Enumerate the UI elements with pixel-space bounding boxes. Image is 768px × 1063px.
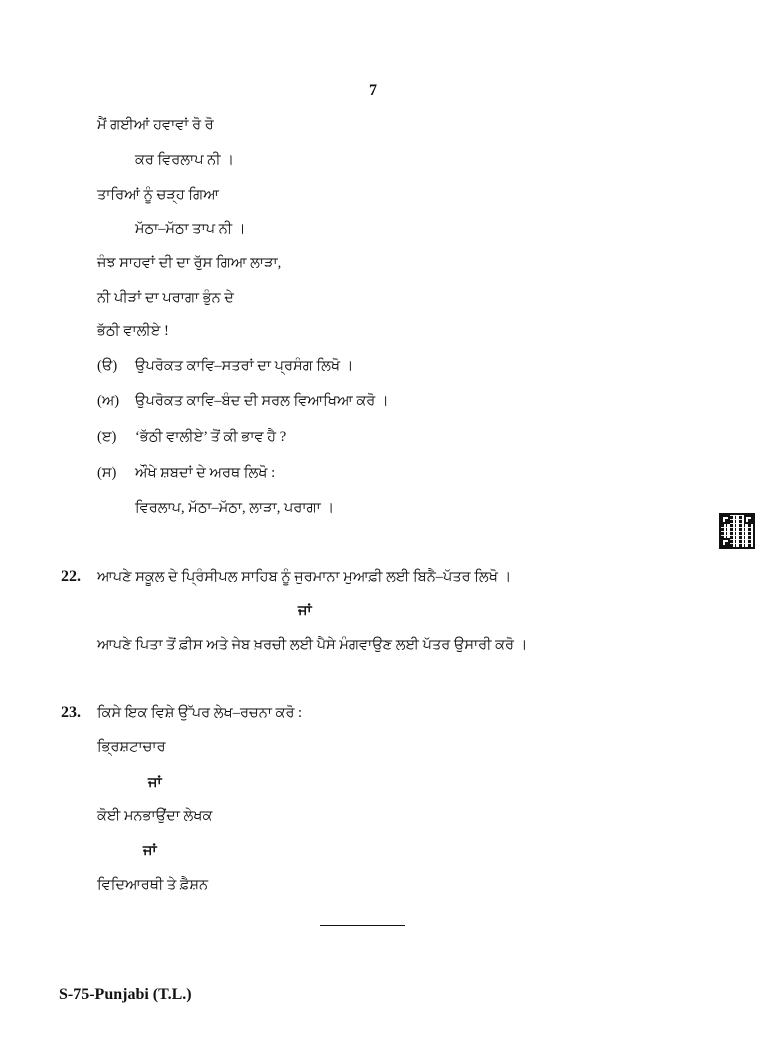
sub-question-text: ਉਪਰੋਕਤ ਕਾਵਿ–ਸਤਰਾਂ ਦਾ ਪ੍ਰਸੰਗ ਲਿਖੋ ।	[135, 358, 354, 374]
footer-code: S-75-Punjabi (T.L.)	[59, 986, 192, 1003]
sub-question-label: (ੲ)	[97, 429, 117, 445]
or-separator: ਜਾਂ	[298, 603, 312, 619]
or-separator: ਜਾਂ	[148, 775, 162, 791]
poem-line: ਨੀ ਪੀੜਾਂ ਦਾ ਪਰਾਗਾ ਭੁੰਨ ਦੇ	[97, 290, 234, 306]
page-number: 7	[369, 82, 377, 99]
question-number: 22.	[61, 568, 81, 585]
question-text: ਆਪਣੇ ਪਿਤਾ ਤੋਂ ਫ਼ੀਸ ਅਤੇ ਜੇਬ ਖ਼ਰਚੀ ਲਈ ਪੈਸੇ ਮੰਗਵਾਉਣ ਲਈ ਪੱਤਰ ਉਸਾਰੀ ਕਰੋ ।	[97, 637, 528, 653]
poem-line: ਭੱਠੀ ਵਾਲੀਏ !	[97, 323, 169, 339]
essay-topic: ਵਿਦਿਆਰਥੀ ਤੇ ਫ਼ੈਸ਼ਨ	[97, 877, 209, 893]
sub-question-label: (ਅ)	[97, 393, 120, 409]
hard-words-list: ਵਿਰਲਾਪ, ਮੱਠਾ–ਮੱਠਾ, ਲਾੜਾ, ਪਰਾਗਾ ।	[135, 500, 335, 516]
question-text: ਆਪਣੇ ਸਕੂਲ ਦੇ ਪ੍ਰਿੰਸੀਪਲ ਸਾਹਿਬ ਨੂੰ ਜੁਰਮਾਨਾ ਮੁਆਫ਼ੀ ਲਈ ਬਿਨੈ–ਪੱਤਰ ਲਿਖੋ ।	[97, 569, 512, 585]
poem-line: ਮੈਂ ਗਈਆਂ ਹਵਾਵਾਂ ਰੋ ਰੋ	[97, 117, 214, 133]
question-number: 23.	[61, 704, 81, 721]
essay-topic: ਕੋਈ ਮਨਭਾਉਂਦਾ ਲੇਖਕ	[97, 808, 213, 824]
or-separator: ਜਾਂ	[143, 843, 157, 859]
end-rule	[320, 925, 405, 926]
sub-question-label: (ੳ)	[97, 358, 118, 374]
question-text: ਕਿਸੇ ਇਕ ਵਿਸ਼ੇ ਉੱਪਰ ਲੇਖ–ਰਚਨਾ ਕਰੋ :	[97, 705, 303, 721]
poem-line: ਤਾਰਿਆਂ ਨੂੰ ਚੜ੍ਹ ਗਿਆ	[97, 187, 219, 203]
sub-question-text: ਔਖੇ ਸ਼ਬਦਾਂ ਦੇ ਅਰਥ ਲਿਖੋ :	[135, 465, 276, 481]
sub-question-text: ਉਪਰੋਕਤ ਕਾਵਿ–ਬੰਦ ਦੀ ਸਰਲ ਵਿਆਖਿਆ ਕਰੋ ।	[135, 393, 389, 409]
qr-code	[719, 513, 755, 549]
poem-line: ਜੰਝ ਸਾਹਵਾਂ ਦੀ ਦਾ ਰੁੱਸ ਗਿਆ ਲਾੜਾ,	[97, 255, 282, 271]
essay-topic: ਭ੍ਰਿਸ਼ਟਾਚਾਰ	[97, 739, 166, 755]
sub-question-text: ‘ਭੱਠੀ ਵਾਲੀਏ’ ਤੋਂ ਕੀ ਭਾਵ ਹੈ ?	[135, 429, 287, 445]
sub-question-label: (ਸ)	[97, 465, 117, 481]
poem-line: ਕਰ ਵਿਰਲਾਪ ਨੀ ।	[135, 152, 234, 168]
poem-line: ਮੱਠਾ–ਮੱਠਾ ਤਾਪ ਨੀ ।	[135, 221, 246, 237]
